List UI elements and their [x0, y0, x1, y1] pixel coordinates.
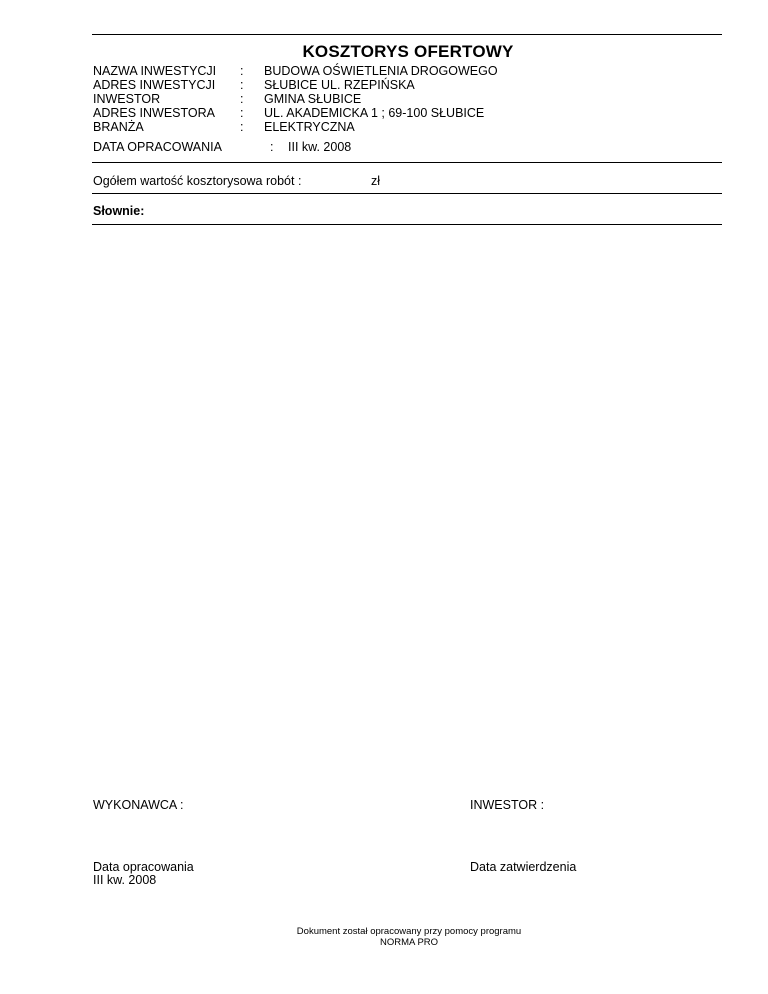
divider [92, 162, 722, 163]
info-value: GMINA SŁUBICE [264, 92, 362, 106]
footer-line: Dokument został opracowany przy pomocy programu [296, 926, 522, 937]
info-value: SŁUBICE UL. RZEPIŃSKA [264, 78, 415, 92]
amount-in-words-label: Słownie: [93, 204, 145, 218]
divider [92, 193, 722, 194]
prepared-date-label: Data opracowania [93, 860, 194, 874]
preparation-date-label: DATA OPRACOWANIA [93, 140, 222, 154]
total-value-row [93, 174, 380, 188]
info-label: NAZWA INWESTYCJI [93, 64, 217, 78]
info-label: BRANŻA [93, 120, 144, 134]
investment-info-table [93, 64, 498, 134]
preparation-date-row [93, 140, 351, 154]
total-value-unit: zł [371, 174, 381, 188]
info-value: BUDOWA OŚWIETLENIA DROGOWEGO [264, 64, 498, 78]
divider [92, 224, 722, 225]
prepared-date-value: III kw. 2008 [93, 873, 157, 887]
contractor-label: WYKONAWCA : [93, 798, 184, 812]
info-label: INWESTOR [93, 92, 161, 106]
total-value-label: Ogółem wartość kosztorysowa robót : [93, 174, 302, 188]
info-label: ADRES INWESTYCJI [93, 78, 216, 92]
info-colon: : [240, 106, 244, 120]
info-colon: : [240, 64, 244, 78]
preparation-date-value: III kw. 2008 [288, 140, 352, 154]
info-value: UL. AKADEMICKA 1 ; 69-100 SŁUBICE [264, 106, 485, 120]
footer-program-name: NORMA PRO [379, 937, 439, 948]
info-row-investor-address [93, 106, 498, 120]
info-label: ADRES INWESTORA [93, 106, 216, 120]
info-colon: : [240, 92, 244, 106]
info-row-investment-name [93, 64, 498, 78]
info-colon: : [240, 78, 244, 92]
info-value: ELEKTRYCZNA [264, 120, 355, 134]
footer-note [0, 926, 768, 948]
info-row-investor [93, 92, 498, 106]
page-title: KOSZTORYS OFERTOWY [302, 42, 514, 61]
info-row-investment-address [93, 78, 498, 92]
approved-date-label: Data zatwierdzenia [470, 860, 577, 874]
info-row-branch [93, 120, 498, 134]
investor-label: INWESTOR : [470, 798, 545, 812]
info-colon: : [240, 120, 244, 134]
top-rule [92, 34, 722, 35]
preparation-date-colon: : [270, 140, 274, 154]
